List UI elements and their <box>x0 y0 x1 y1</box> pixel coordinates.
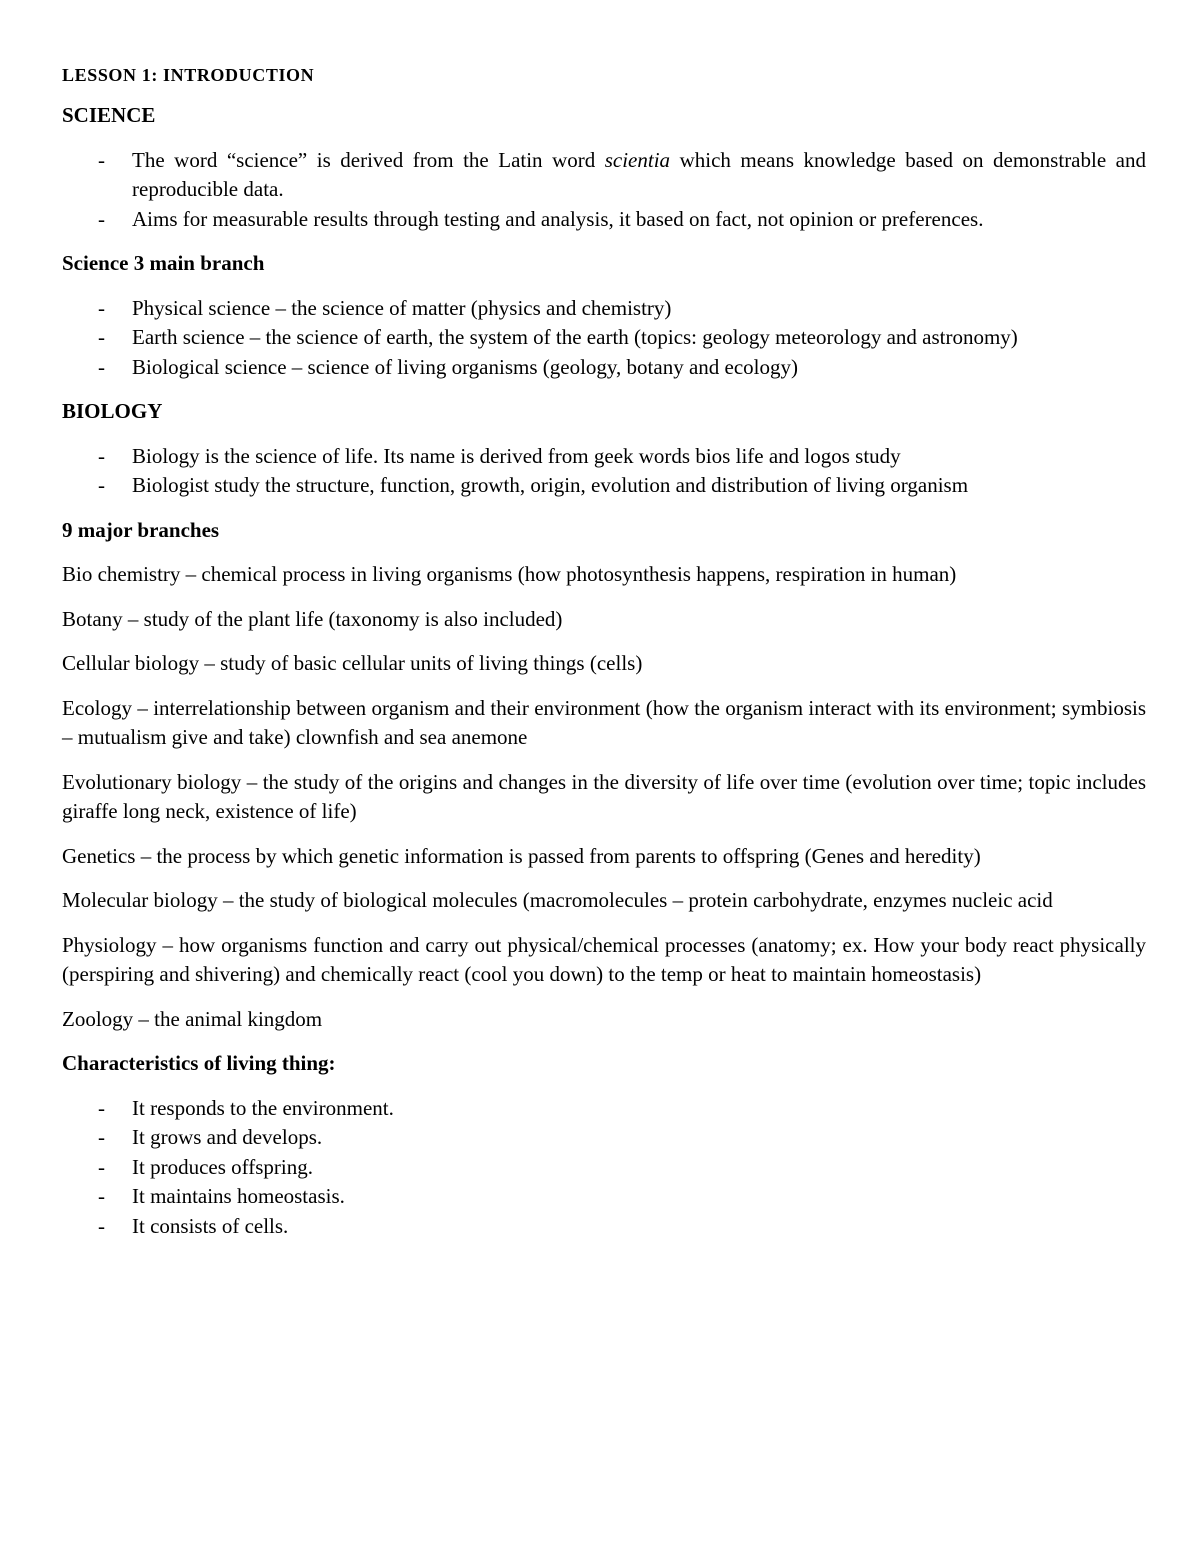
characteristic-item-text: It produces offspring. <box>132 1154 313 1179</box>
list-item <box>62 1153 1146 1183</box>
lesson-title: LESSON 1: INTRODUCTION <box>62 65 315 85</box>
bullet-dash: - <box>98 1154 105 1179</box>
branch-paragraph-molecular-biology: Molecular biology – the study of biological molecules (macromolecules – protein carbohydrate, enzymes nucleic acid <box>62 888 1053 912</box>
characteristics-heading: Characteristics of living thing: <box>62 1051 336 1075</box>
biology-heading: BIOLOGY <box>62 399 163 423</box>
branch-item-text: Earth science – the science of earth, the system of the earth (topics: geology meteorology and astronomy) <box>132 325 1018 349</box>
science-item-1-text-end: which means knowledge based on demonstrable and reproducible data. <box>132 147 1146 201</box>
bullet-dash: - <box>98 354 105 379</box>
bullet-dash: - <box>98 295 105 320</box>
biology-item-text: Biologist study the structure, function, growth, origin, evolution and distribution of living organism <box>132 473 969 497</box>
main-branch-heading: Science 3 main branch <box>62 251 265 275</box>
characteristic-item-text: It consists of cells. <box>132 1213 289 1238</box>
main-branch-list <box>62 294 1146 383</box>
list-item <box>62 323 1146 353</box>
branch-paragraph-biochemistry: Bio chemistry – chemical process in living organisms (how photosynthesis happens, respiration in human) <box>62 562 957 586</box>
list-item <box>62 471 1146 501</box>
bullet-dash: - <box>98 1125 105 1149</box>
branch-paragraph-botany: Botany – study of the plant life (taxonomy is also included) <box>62 606 563 631</box>
list-item <box>62 146 1146 205</box>
characteristic-item-text: It grows and develops. <box>132 1125 323 1149</box>
branch-paragraph-zoology: Zoology – the animal kingdom <box>62 1006 323 1031</box>
biology-item-text: Biology is the science of life. Its name is derived from geek words bios life and logos study <box>132 443 901 468</box>
biology-list <box>62 442 1146 501</box>
bullet-dash: - <box>98 147 105 172</box>
list-item <box>62 1094 1146 1124</box>
branch-paragraph-ecology: Ecology – interrelationship between organism and their environment (how the organism interact with its environment; symbiosis – mutualism give and take) clownfish and sea anemone <box>62 695 1146 749</box>
branch-paragraph-cellular-biology: Cellular biology – study of basic cellular units of living things (cells) <box>62 651 643 675</box>
list-item <box>62 1212 1146 1242</box>
science-item-1-text: The word “science” is derived from the Latin word <box>132 147 605 172</box>
branch-item-text: Physical science – the science of matter (physics and chemistry) <box>132 295 672 320</box>
branch-paragraph-physiology: Physiology – how organisms function and carry out physical/chemical processes (anatomy; ex. How your body react physically (perspiring and shivering) and chemically react (cool you down) to the temp or heat to maintain homeostasis) <box>62 932 1146 986</box>
list-item <box>62 1123 1146 1153</box>
science-item-2-text: Aims for measurable results through testing and analysis, it based on fact, not opinion or preferences. <box>132 206 984 231</box>
bullet-dash: - <box>98 443 105 468</box>
science-list <box>62 146 1146 235</box>
bullet-dash: - <box>98 473 105 497</box>
list-item <box>62 442 1146 472</box>
characteristics-list <box>62 1094 1146 1242</box>
bullet-dash: - <box>98 1213 105 1238</box>
bullet-dash: - <box>98 1095 105 1120</box>
characteristic-item-text: It maintains homeostasis. <box>132 1184 345 1208</box>
list-item <box>62 1182 1146 1212</box>
list-item <box>62 353 1146 383</box>
latin-term: scientia <box>604 147 671 172</box>
list-item <box>62 294 1146 324</box>
major-branches-heading: 9 major branches <box>62 517 220 542</box>
document-page <box>62 62 1146 1256</box>
bullet-dash: - <box>98 1184 105 1208</box>
bullet-dash: - <box>98 206 105 231</box>
bullet-dash: - <box>98 325 105 349</box>
characteristic-item-text: It responds to the environment. <box>132 1095 394 1120</box>
list-item <box>62 205 1146 235</box>
branch-item-text: Biological science – science of living organisms (geology, botany and ecology) <box>132 354 798 379</box>
science-heading: SCIENCE <box>62 103 156 127</box>
branch-paragraph-genetics: Genetics – the process by which genetic information is passed from parents to offspring (Genes and heredity) <box>62 843 981 868</box>
branch-paragraph-evolutionary-biology: Evolutionary biology – the study of the origins and changes in the diversity of life over time (evolution over time; topic includes giraffe long neck, existence of life) <box>62 769 1146 823</box>
